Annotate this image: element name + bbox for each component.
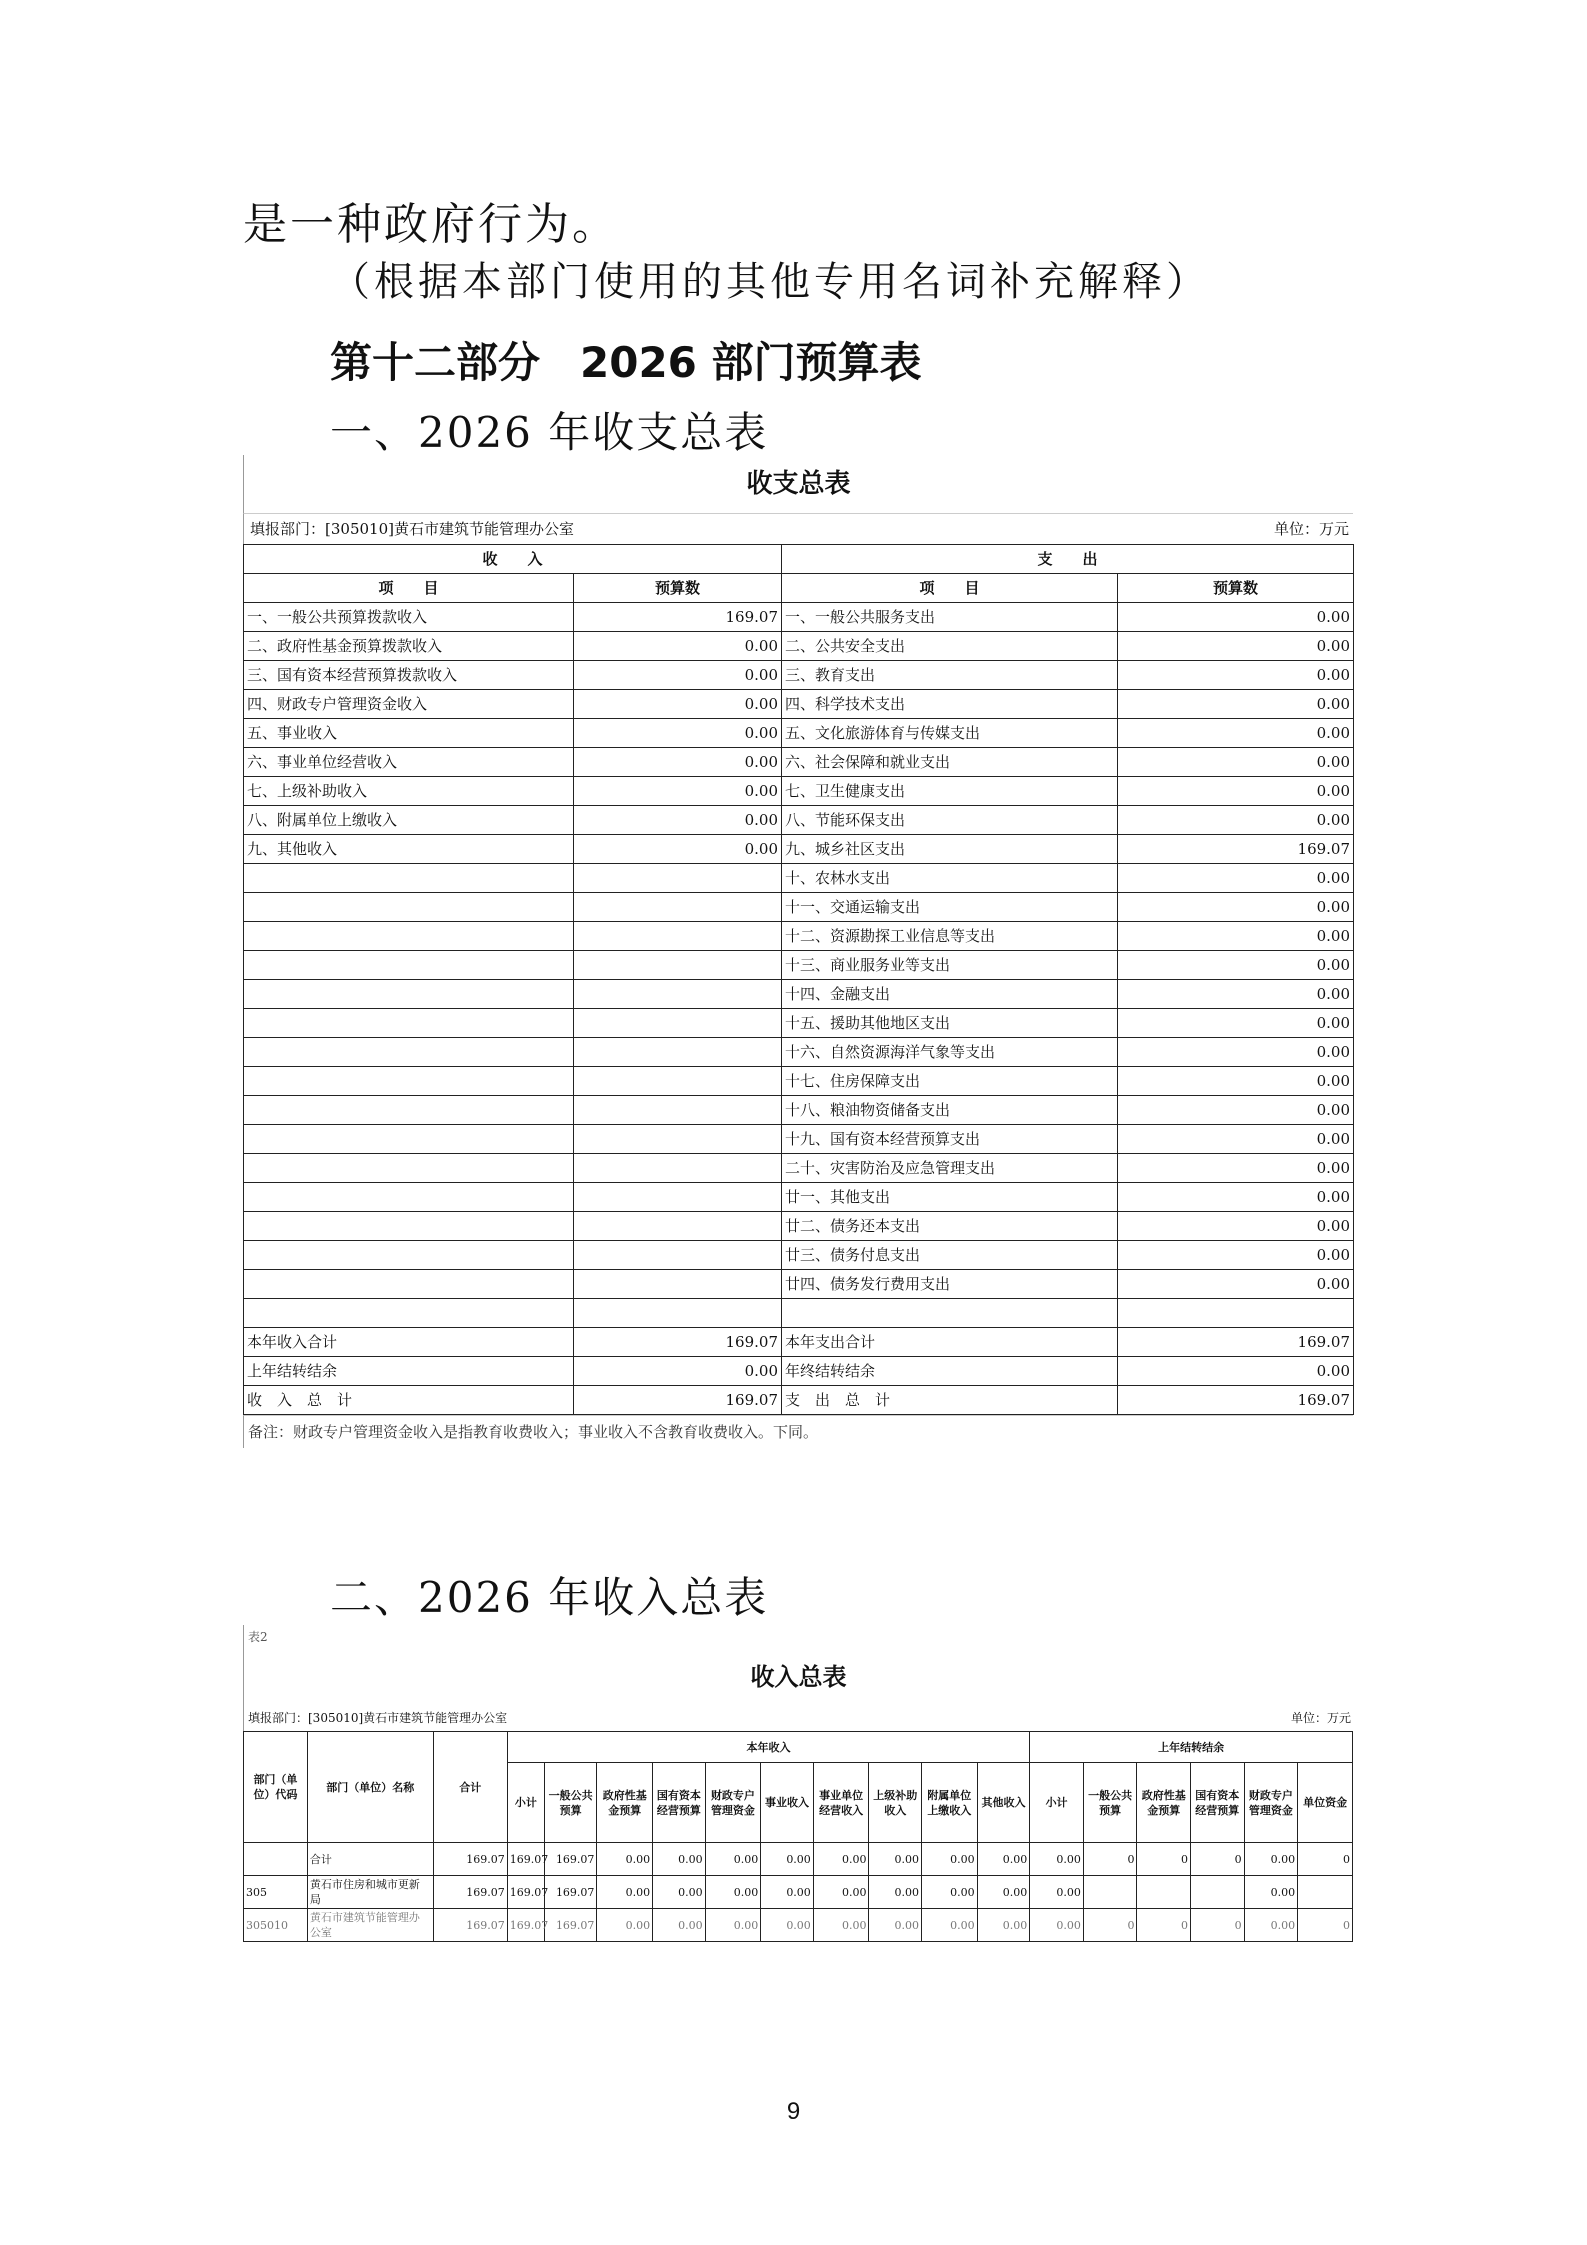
income-value: 0.00 bbox=[574, 835, 782, 864]
current-col-header: 事业收入 bbox=[761, 1763, 814, 1843]
expense-item: 十一、交通运输支出 bbox=[782, 893, 1118, 922]
prior-value: 0 bbox=[1137, 1909, 1191, 1942]
expense-value: 0.00 bbox=[1118, 1154, 1354, 1183]
current-col-header: 一般公共预算 bbox=[544, 1763, 597, 1843]
current-value: 169.07 bbox=[544, 1909, 597, 1942]
expense-item: 五、文化旅游体育与传媒支出 bbox=[782, 719, 1118, 748]
income-value: 169.07 bbox=[574, 1386, 782, 1415]
table1-meta bbox=[243, 513, 1353, 544]
expense-item: 廿三、债务付息支出 bbox=[782, 1241, 1118, 1270]
dept-name: 合计 bbox=[307, 1843, 433, 1876]
expense-item: 四、科学技术支出 bbox=[782, 690, 1118, 719]
current-col-header: 政府性基金预算 bbox=[597, 1763, 653, 1843]
prior-value bbox=[1191, 1876, 1245, 1909]
expense-value: 0.00 bbox=[1118, 1009, 1354, 1038]
expense-value: 169.07 bbox=[1118, 1328, 1354, 1357]
blank-row bbox=[244, 1299, 1354, 1328]
current-value: 0.00 bbox=[922, 1909, 978, 1942]
table-row bbox=[244, 1241, 1354, 1270]
income-budget-header: 预算数 bbox=[574, 574, 782, 603]
income-value bbox=[574, 1154, 782, 1183]
budget-summary-table bbox=[243, 544, 1354, 1415]
current-value: 0.00 bbox=[813, 1909, 869, 1942]
table-row bbox=[244, 1067, 1354, 1096]
current-value: 0.00 bbox=[869, 1909, 922, 1942]
prior-value: 0.00 bbox=[1030, 1876, 1084, 1909]
expense-value: 0.00 bbox=[1118, 1038, 1354, 1067]
current-value: 0.00 bbox=[761, 1843, 814, 1876]
income-item: 七、上级补助收入 bbox=[244, 777, 574, 806]
income-item: 四、财政专户管理资金收入 bbox=[244, 690, 574, 719]
table-row bbox=[244, 1096, 1354, 1125]
expense-value: 0.00 bbox=[1118, 748, 1354, 777]
current-value: 0.00 bbox=[653, 1843, 706, 1876]
table-row bbox=[244, 951, 1354, 980]
income-item: 二、政府性基金预算拨款收入 bbox=[244, 632, 574, 661]
expense-item: 八、节能环保支出 bbox=[782, 806, 1118, 835]
current-value: 0.00 bbox=[597, 1876, 653, 1909]
income-item bbox=[244, 951, 574, 980]
current-value: 0.00 bbox=[869, 1876, 922, 1909]
expense-value: 0.00 bbox=[1118, 980, 1354, 1009]
current-value: 0.00 bbox=[813, 1843, 869, 1876]
prior-value: 0.00 bbox=[1244, 1843, 1298, 1876]
income-value bbox=[574, 922, 782, 951]
expense-value: 169.07 bbox=[1118, 835, 1354, 864]
table2-unit: 单位：万元 bbox=[1290, 1711, 1351, 1725]
income-item bbox=[244, 1212, 574, 1241]
intro-line-1: 是一种政府行为。 bbox=[243, 199, 619, 250]
income-item: 收 入 总 计 bbox=[244, 1386, 574, 1415]
prior-value: 0 bbox=[1083, 1909, 1137, 1942]
table-row bbox=[244, 1154, 1354, 1183]
current-value: 0.00 bbox=[977, 1843, 1030, 1876]
income-summary-table-block bbox=[243, 1625, 1353, 1942]
table2-tag: 表2 bbox=[243, 1625, 1353, 1649]
income-value: 169.07 bbox=[574, 603, 782, 632]
part-heading bbox=[330, 330, 922, 390]
expense-value: 0.00 bbox=[1118, 777, 1354, 806]
current-value: 0.00 bbox=[813, 1876, 869, 1909]
income-item bbox=[244, 1067, 574, 1096]
current-value: 0.00 bbox=[977, 1909, 1030, 1942]
blank-cell bbox=[244, 1299, 574, 1328]
income-value: 0.00 bbox=[574, 806, 782, 835]
income-item: 一、一般公共预算拨款收入 bbox=[244, 603, 574, 632]
income-item: 九、其他收入 bbox=[244, 835, 574, 864]
current-value: 0.00 bbox=[705, 1876, 761, 1909]
total-value: 169.07 bbox=[433, 1909, 507, 1942]
income-item: 五、事业收入 bbox=[244, 719, 574, 748]
prior-value: 0 bbox=[1083, 1843, 1137, 1876]
current-value: 0.00 bbox=[705, 1909, 761, 1942]
current-col-header: 国有资本经营预算 bbox=[653, 1763, 706, 1843]
income-item: 上年结转结余 bbox=[244, 1357, 574, 1386]
current-col-header: 事业单位经营收入 bbox=[813, 1763, 869, 1843]
table1-note: 备注：财政专户管理资金收入是指教育收费收入；事业收入不含教育收费收入。下同。 bbox=[243, 1415, 1353, 1448]
income-item: 本年收入合计 bbox=[244, 1328, 574, 1357]
income-value: 0.00 bbox=[574, 719, 782, 748]
prior-col-header: 财政专户管理资金 bbox=[1244, 1763, 1298, 1843]
table2-title: 收入总表 bbox=[243, 1649, 1353, 1705]
dept-name: 黄石市住房和城市更新局 bbox=[307, 1876, 433, 1909]
expense-header: 支 出 bbox=[782, 545, 1354, 574]
current-value: 0.00 bbox=[869, 1843, 922, 1876]
current-value: 169.07 bbox=[507, 1909, 544, 1942]
prior-value: 0 bbox=[1191, 1909, 1245, 1942]
income-value: 0.00 bbox=[574, 690, 782, 719]
expense-budget-header: 预算数 bbox=[1118, 574, 1354, 603]
expense-value: 169.07 bbox=[1118, 1386, 1354, 1415]
expense-item: 十二、资源勘探工业信息等支出 bbox=[782, 922, 1118, 951]
table1-unit: 单位：万元 bbox=[1273, 520, 1349, 538]
page-number: 9 bbox=[786, 2098, 801, 2125]
total-value: 169.07 bbox=[433, 1876, 507, 1909]
current-value: 169.07 bbox=[544, 1876, 597, 1909]
expense-value: 0.00 bbox=[1118, 1270, 1354, 1299]
prior-col-header: 一般公共预算 bbox=[1083, 1763, 1137, 1843]
current-value: 0.00 bbox=[922, 1876, 978, 1909]
expense-item-header: 项 目 bbox=[782, 574, 1118, 603]
table-row bbox=[244, 1357, 1354, 1386]
current-year-group-header: 本年收入 bbox=[507, 1732, 1029, 1763]
expense-value: 0.00 bbox=[1118, 1241, 1354, 1270]
income-value: 169.07 bbox=[574, 1328, 782, 1357]
income-item bbox=[244, 1241, 574, 1270]
table-row bbox=[244, 1009, 1354, 1038]
table2-meta bbox=[243, 1705, 1353, 1731]
expense-value: 0.00 bbox=[1118, 690, 1354, 719]
income-item bbox=[244, 980, 574, 1009]
table-row bbox=[244, 777, 1354, 806]
expense-item: 廿四、债务发行费用支出 bbox=[782, 1270, 1118, 1299]
expense-item: 十、农林水支出 bbox=[782, 864, 1118, 893]
expense-item: 年终结转结余 bbox=[782, 1357, 1118, 1386]
prior-col-header: 国有资本经营预算 bbox=[1191, 1763, 1245, 1843]
expense-item: 廿二、债务还本支出 bbox=[782, 1212, 1118, 1241]
dept-code: 305010 bbox=[244, 1909, 308, 1942]
expense-item: 三、教育支出 bbox=[782, 661, 1118, 690]
expense-item: 十四、金融支出 bbox=[782, 980, 1118, 1009]
income-item bbox=[244, 1270, 574, 1299]
income-value bbox=[574, 1009, 782, 1038]
prior-col-header: 小计 bbox=[1030, 1763, 1084, 1843]
income-item: 三、国有资本经营预算拨款收入 bbox=[244, 661, 574, 690]
expense-value: 0.00 bbox=[1118, 922, 1354, 951]
income-summary-table bbox=[243, 1731, 1353, 1942]
table-row bbox=[244, 1212, 1354, 1241]
current-value: 0.00 bbox=[922, 1843, 978, 1876]
income-item bbox=[244, 1096, 574, 1125]
prior-value: 0 bbox=[1191, 1843, 1245, 1876]
current-value: 169.07 bbox=[507, 1876, 544, 1909]
table-header-row bbox=[244, 1732, 1353, 1763]
income-value bbox=[574, 1270, 782, 1299]
expense-item: 支 出 总 计 bbox=[782, 1386, 1118, 1415]
prior-value: 0 bbox=[1298, 1909, 1353, 1942]
expense-value: 0.00 bbox=[1118, 632, 1354, 661]
income-value bbox=[574, 1038, 782, 1067]
income-item bbox=[244, 1154, 574, 1183]
expense-item: 七、卫生健康支出 bbox=[782, 777, 1118, 806]
table-row bbox=[244, 690, 1354, 719]
table-row bbox=[244, 806, 1354, 835]
income-value: 0.00 bbox=[574, 777, 782, 806]
table-row bbox=[244, 661, 1354, 690]
table-row bbox=[244, 1038, 1354, 1067]
expense-value: 0.00 bbox=[1118, 661, 1354, 690]
table1-dept: 填报部门：[305010]黄石市建筑节能管理办公室 bbox=[250, 520, 574, 538]
income-value bbox=[574, 864, 782, 893]
expense-value: 0.00 bbox=[1118, 806, 1354, 835]
table-row bbox=[244, 632, 1354, 661]
table-row bbox=[244, 1843, 1353, 1876]
expense-value: 0.00 bbox=[1118, 1183, 1354, 1212]
prior-value: 0.00 bbox=[1030, 1843, 1084, 1876]
table-row bbox=[244, 603, 1354, 632]
expense-value: 0.00 bbox=[1118, 719, 1354, 748]
income-item bbox=[244, 922, 574, 951]
income-item bbox=[244, 1038, 574, 1067]
income-value: 0.00 bbox=[574, 632, 782, 661]
total-header: 合计 bbox=[433, 1732, 507, 1843]
prior-value: 0.00 bbox=[1244, 1909, 1298, 1942]
blank-cell bbox=[574, 1299, 782, 1328]
income-value: 0.00 bbox=[574, 1357, 782, 1386]
current-value: 0.00 bbox=[761, 1876, 814, 1909]
table-row bbox=[244, 1386, 1354, 1415]
total-value: 169.07 bbox=[433, 1843, 507, 1876]
income-item bbox=[244, 1125, 574, 1154]
expense-value: 0.00 bbox=[1118, 1096, 1354, 1125]
part-label: 第十二部分 bbox=[330, 338, 541, 387]
blank-cell bbox=[1118, 1299, 1354, 1328]
current-value: 0.00 bbox=[761, 1909, 814, 1942]
prior-value: 0 bbox=[1298, 1843, 1353, 1876]
table-row bbox=[244, 1909, 1353, 1942]
current-value: 0.00 bbox=[597, 1909, 653, 1942]
budget-summary-table-block bbox=[243, 455, 1353, 1448]
part-title: 2026 部门预算表 bbox=[580, 338, 922, 387]
income-value bbox=[574, 1125, 782, 1154]
income-value bbox=[574, 980, 782, 1009]
current-col-header: 财政专户管理资金 bbox=[705, 1763, 761, 1843]
expense-item: 一、一般公共服务支出 bbox=[782, 603, 1118, 632]
income-value: 0.00 bbox=[574, 661, 782, 690]
current-value: 0.00 bbox=[705, 1843, 761, 1876]
expense-item: 六、社会保障和就业支出 bbox=[782, 748, 1118, 777]
dept-code bbox=[244, 1843, 308, 1876]
income-value bbox=[574, 893, 782, 922]
expense-value: 0.00 bbox=[1118, 1357, 1354, 1386]
current-value: 0.00 bbox=[597, 1843, 653, 1876]
income-value bbox=[574, 1183, 782, 1212]
income-value bbox=[574, 951, 782, 980]
expense-value: 0.00 bbox=[1118, 1067, 1354, 1096]
section1-heading: 一、2026 年收支总表 bbox=[330, 408, 769, 457]
table-row bbox=[244, 864, 1354, 893]
expense-item: 二、公共安全支出 bbox=[782, 632, 1118, 661]
current-value: 0.00 bbox=[653, 1909, 706, 1942]
prior-value bbox=[1083, 1876, 1137, 1909]
table-row bbox=[244, 835, 1354, 864]
table-row bbox=[244, 980, 1354, 1009]
income-item bbox=[244, 893, 574, 922]
current-value: 169.07 bbox=[544, 1843, 597, 1876]
current-value: 169.07 bbox=[507, 1843, 544, 1876]
table1-title: 收支总表 bbox=[243, 455, 1353, 513]
income-value: 0.00 bbox=[574, 748, 782, 777]
prior-value: 0.00 bbox=[1244, 1876, 1298, 1909]
current-col-header: 上级补助收入 bbox=[869, 1763, 922, 1843]
blank-cell bbox=[782, 1299, 1118, 1328]
prior-col-header: 单位资金 bbox=[1298, 1763, 1353, 1843]
table-row bbox=[244, 1270, 1354, 1299]
table-row bbox=[244, 748, 1354, 777]
expense-item: 十九、国有资本经营预算支出 bbox=[782, 1125, 1118, 1154]
table-header-row bbox=[244, 545, 1354, 574]
current-col-header: 其他收入 bbox=[977, 1763, 1030, 1843]
current-col-header: 小计 bbox=[507, 1763, 544, 1843]
table-header-row bbox=[244, 574, 1354, 603]
income-item bbox=[244, 1009, 574, 1038]
income-item bbox=[244, 864, 574, 893]
table-row bbox=[244, 922, 1354, 951]
expense-item: 本年支出合计 bbox=[782, 1328, 1118, 1357]
income-item bbox=[244, 1183, 574, 1212]
dept-code: 305 bbox=[244, 1876, 308, 1909]
income-item: 六、事业单位经营收入 bbox=[244, 748, 574, 777]
intro-line-2: （根据本部门使用的其他专用名词补充解释） bbox=[330, 259, 1210, 305]
table-row bbox=[244, 719, 1354, 748]
expense-item: 十八、粮油物资储备支出 bbox=[782, 1096, 1118, 1125]
prior-value bbox=[1298, 1876, 1353, 1909]
expense-value: 0.00 bbox=[1118, 864, 1354, 893]
income-value bbox=[574, 1067, 782, 1096]
expense-value: 0.00 bbox=[1118, 1212, 1354, 1241]
expense-item: 十五、援助其他地区支出 bbox=[782, 1009, 1118, 1038]
table-row bbox=[244, 893, 1354, 922]
expense-value: 0.00 bbox=[1118, 893, 1354, 922]
table-row bbox=[244, 1183, 1354, 1212]
current-value: 0.00 bbox=[653, 1876, 706, 1909]
current-col-header: 附属单位上缴收入 bbox=[922, 1763, 978, 1843]
prior-value: 0 bbox=[1137, 1843, 1191, 1876]
income-value bbox=[574, 1212, 782, 1241]
prior-value: 0.00 bbox=[1030, 1909, 1084, 1942]
expense-item: 九、城乡社区支出 bbox=[782, 835, 1118, 864]
expense-value: 0.00 bbox=[1118, 603, 1354, 632]
prior-year-group-header: 上年结转结余 bbox=[1030, 1732, 1353, 1763]
name-header: 部门（单位）名称 bbox=[307, 1732, 433, 1843]
dept-name: 黄石市建筑节能管理办公室 bbox=[307, 1909, 433, 1942]
income-header: 收 入 bbox=[244, 545, 782, 574]
expense-value: 0.00 bbox=[1118, 1125, 1354, 1154]
section2-heading: 二、2026 年收入总表 bbox=[330, 1573, 769, 1622]
income-item: 八、附属单位上缴收入 bbox=[244, 806, 574, 835]
table-row bbox=[244, 1328, 1354, 1357]
expense-item: 十六、自然资源海洋气象等支出 bbox=[782, 1038, 1118, 1067]
code-header: 部门（单位）代码 bbox=[244, 1732, 308, 1843]
table2-dept: 填报部门：[305010]黄石市建筑节能管理办公室 bbox=[248, 1711, 508, 1725]
income-value bbox=[574, 1096, 782, 1125]
expense-item: 十七、住房保障支出 bbox=[782, 1067, 1118, 1096]
current-value: 0.00 bbox=[977, 1876, 1030, 1909]
table-row bbox=[244, 1125, 1354, 1154]
prior-value bbox=[1137, 1876, 1191, 1909]
prior-col-header: 政府性基金预算 bbox=[1137, 1763, 1191, 1843]
expense-value: 0.00 bbox=[1118, 951, 1354, 980]
income-item-header: 项 目 bbox=[244, 574, 574, 603]
income-value bbox=[574, 1241, 782, 1270]
expense-item: 二十、灾害防治及应急管理支出 bbox=[782, 1154, 1118, 1183]
table-row bbox=[244, 1876, 1353, 1909]
expense-item: 廿一、其他支出 bbox=[782, 1183, 1118, 1212]
expense-item: 十三、商业服务业等支出 bbox=[782, 951, 1118, 980]
